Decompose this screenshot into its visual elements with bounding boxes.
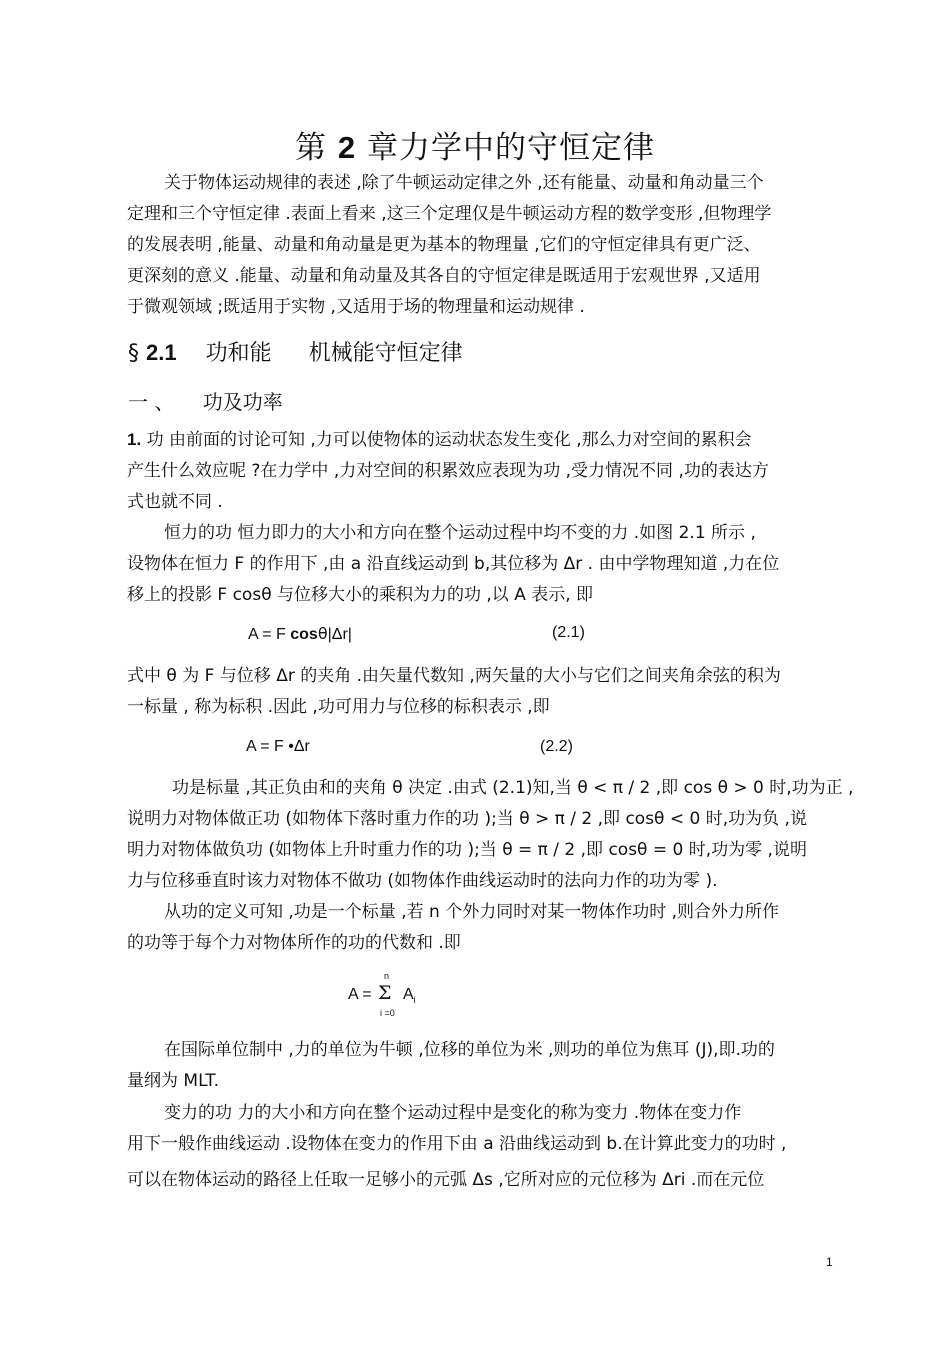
chapter-title <box>0 122 950 167</box>
eq1-theta: θ <box>317 624 328 643</box>
constant-force-line-2: 设物体在恒力 F 的作用下 ,由 a 沿直线运动到 b,其位移为 Δr . 由中学物理知道 ,力在位 <box>127 554 780 574</box>
eq1-after-line-2: 一标量 , 称为标积 .因此 ,功可用力与位移的标积表示 ,即 <box>127 697 550 717</box>
work-line-3: 式也就不同 . <box>127 492 223 512</box>
chapter-title-pre: 第 <box>295 130 338 166</box>
variable-force-line-3: 可以在物体运动的路径上任取一足够小的元弧 Δs ,它所对应的元位移为 Δri .而在元位 <box>127 1170 765 1190</box>
eq2-lhs: A = F <box>246 738 284 755</box>
sum-line-2: 的功等于每个力对物体所作的功的代数和 .即 <box>127 933 461 953</box>
sign-line-2: 说明力对物体做正功 (如物体下落时重力作的功 );当 θ > π / 2 ,即 cosθ < 0 时,功为负 ,说 <box>127 809 807 829</box>
equation-2-1 <box>248 624 352 644</box>
eq1-after-line-1: 式中 θ 为 F 与位移 Δr 的夹角 .由矢量代数知 ,两矢量的大小与它们之间夹角余弦的积为 <box>127 666 781 686</box>
work-line-2: 产生什么效应呢 ?在力学中 ,力对空间的积累效应表现为功 ,受力情况不同 ,功的表达方 <box>127 461 769 481</box>
subsection-heading <box>128 386 283 415</box>
section-mark: § <box>128 341 139 366</box>
eq1-cos: cos <box>290 626 318 643</box>
intro-line-3: 的发展表明 ,能量、动量和角动量是更为基本的物理量 ,它们的守恒定律具有更广泛、 <box>127 235 761 255</box>
equation-sum-lhs: A = <box>348 986 372 1003</box>
eq2-dot: • <box>288 738 294 755</box>
constant-force-line-1: 恒力的功 恒力即力的大小和方向在整个运动过程中均不变的力 .如图 2.1 所示 , <box>164 523 756 543</box>
eq2-rhs: Δr <box>293 738 310 755</box>
chapter-title-post: 章力学中的守恒定律 <box>356 130 655 166</box>
intro-line-2: 定理和三个守恒定律 .表面上看来 ,这三个定理仅是牛顿运动方程的数学变形 ,但物理学 <box>127 204 772 224</box>
section-number: 2.1 <box>146 340 177 365</box>
eq1-abs: |Δr| <box>327 626 352 643</box>
sign-line-3: 明力对物体做负功 (如物体上升时重力作的功 );当 θ = π / 2 ,即 cosθ = 0 时,功为零 ,说明 <box>127 840 807 860</box>
unit-line-2: 量纲为 MLT. <box>127 1071 219 1091</box>
section-heading <box>128 336 463 367</box>
sign-line-1: 功是标量 ,其正负由和的夹角 θ 决定 .由式 (2.1)知,当 θ < π / 2 ,即 cos θ > 0 时,功为正 , <box>172 778 854 798</box>
equation-sum-sub: i <box>413 995 416 1006</box>
subsection-number: 一 、 <box>128 390 175 414</box>
unit-line-1: 在国际单位制中 ,力的单位为牛顿 ,位移的单位为米 ,则功的单位为焦耳 (J),即.功的 <box>164 1040 775 1060</box>
intro-line-1: 关于物体运动规律的表述 ,除了牛顿运动定律之外 ,还有能量、动量和角动量三个 <box>164 173 764 193</box>
equation-number-2-2: (2.2) <box>540 738 573 755</box>
variable-force-line-2: 用下一般作曲线运动 .设物体在变力的作用下由 a 沿曲线运动到 b.在计算此变力的功时 , <box>127 1134 787 1154</box>
equation-number-2-1: (2.1) <box>552 624 585 641</box>
sigma-symbol: Σ <box>378 982 392 1004</box>
work-line-1 <box>127 429 752 451</box>
equation-sum-upper: n <box>384 971 390 981</box>
work-line-1-text: 功 由前面的讨论可知 ,力可以使物体的运动状态发生变化 ,那么力对空间的累积会 <box>146 430 752 450</box>
section-title-b: 机械能守恒定律 <box>308 341 463 366</box>
equation-sum-term <box>403 986 416 1005</box>
sum-line-1: 从功的定义可知 ,功是一个标量 ,若 n 个外力同时对某一物体作功时 ,则合外力所作 <box>164 902 780 922</box>
subsection-title: 功及功率 <box>202 390 283 414</box>
eq1-lhs: A = F <box>248 626 286 643</box>
sign-line-4: 力与位移垂直时该力对物体不做功 (如物体作曲线运动时的法向力作的功为零 ). <box>127 871 718 891</box>
intro-line-4: 更深刻的意义 .能量、动量和角动量及其各自的守恒定律是既适用于宏观世界 ,又适用 <box>127 266 761 286</box>
work-number: 1. <box>127 430 142 449</box>
equation-sum-lower: i =0 <box>380 1008 395 1018</box>
equation-sum-a: A <box>403 986 414 1003</box>
constant-force-line-3: 移上的投影 F cosθ 与位移大小的乘积为力的功 ,以 A 表示, 即 <box>127 585 594 605</box>
chapter-number: 2 <box>337 130 357 165</box>
equation-2-2 <box>246 738 310 756</box>
intro-line-5: 于微观领域 ;既适用于实物 ,又适用于场的物理量和运动规律 . <box>127 297 585 317</box>
page-number: 1 <box>826 1255 833 1269</box>
variable-force-line-1: 变力的功 力的大小和方向在整个运动过程中是变化的称为变力 .物体在变力作 <box>164 1103 742 1123</box>
section-title-a: 功和能 <box>205 341 272 366</box>
